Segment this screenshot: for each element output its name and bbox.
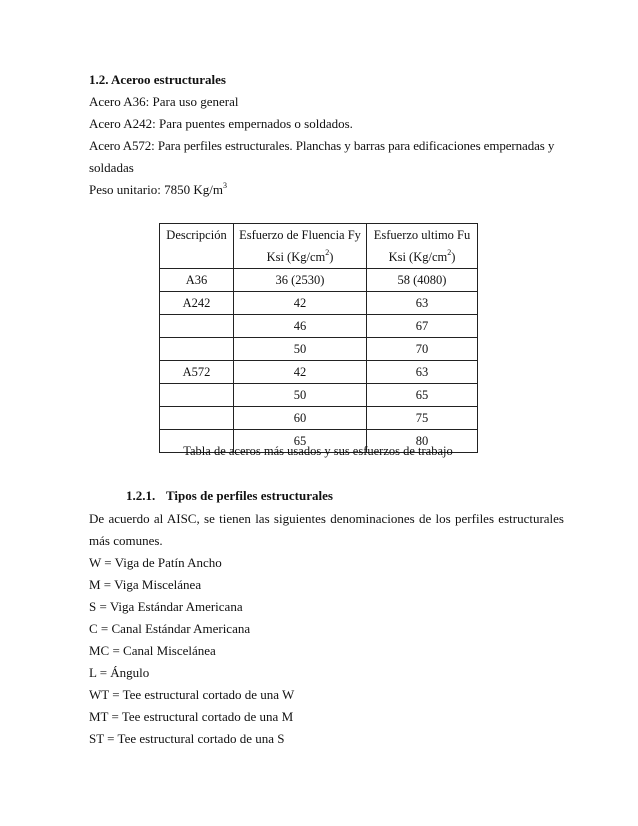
cell-fy: 46 bbox=[234, 315, 367, 338]
intro-text: más comunes. bbox=[89, 533, 163, 548]
list-item: W = Viga de Patín Ancho bbox=[89, 555, 222, 570]
table-header-row bbox=[160, 224, 478, 269]
table-row bbox=[160, 315, 478, 338]
header-yield-stress: Esfuerzo de Fluencia Fy Ksi $(Kg/cm^2)$ bbox=[234, 224, 367, 269]
profile-types bbox=[89, 508, 564, 750]
intro-text: De acuerdo al AISC, se tienen las siguientes denominaciones de los perfiles estructurales bbox=[89, 511, 564, 526]
cell-fu: 75 bbox=[367, 407, 478, 430]
section-line: Acero A242: Para puentes empernados o soldados. bbox=[89, 116, 353, 131]
list-item: C = Canal Estándar Americana bbox=[89, 621, 251, 636]
cell-fu: 63 bbox=[367, 361, 478, 384]
cell-fu: 65 bbox=[367, 384, 478, 407]
list-item: M = Viga Miscelánea bbox=[89, 577, 202, 592]
table-caption: Tabla de aceros más usados y sus esfuerzos de trabajo bbox=[183, 444, 453, 458]
cell-fu: 80 bbox=[367, 430, 478, 453]
list-item: ST = Tee estructural cortado de una S bbox=[89, 731, 285, 746]
table-row bbox=[160, 384, 478, 407]
cell-fu: 58 (4080) bbox=[367, 269, 478, 292]
list-item: S = Viga Estándar Americana bbox=[89, 599, 243, 614]
section-line: soldadas bbox=[89, 160, 134, 175]
list-item: MC = Canal Miscelánea bbox=[89, 643, 216, 658]
table-row bbox=[160, 407, 478, 430]
header-ultimate-stress: Esfuerzo ultimo Fu Ksi $(Kg/cm^2)$ bbox=[367, 224, 478, 269]
header-description: Descripción bbox=[160, 224, 234, 269]
cell-description bbox=[160, 407, 234, 430]
table-row bbox=[160, 338, 478, 361]
cell-fy: 42 bbox=[234, 361, 367, 384]
cell-description: A572 bbox=[160, 361, 234, 384]
cell-fy: 42 bbox=[234, 292, 367, 315]
cell-fy: 50 bbox=[234, 384, 367, 407]
list-item: MT = Tee estructural cortado de una M bbox=[89, 709, 294, 724]
subsection-heading bbox=[126, 488, 333, 504]
section-heading: 1.2. Aceroo estructurales bbox=[89, 72, 226, 87]
section-line: Acero A572: Para perfiles estructurales. Planchas y barras para edificaciones empernadas y bbox=[89, 138, 555, 153]
steel-section bbox=[89, 69, 564, 201]
cell-description: A36 bbox=[160, 269, 234, 292]
cell-fy: 50 bbox=[234, 338, 367, 361]
cell-description bbox=[160, 338, 234, 361]
cell-description bbox=[160, 315, 234, 338]
section-line: Acero A36: Para uso general bbox=[89, 94, 239, 109]
cell-fu: 70 bbox=[367, 338, 478, 361]
unit-weight: Peso unitario: 7850 $Kg/m^3$ bbox=[89, 181, 227, 197]
list-item: L = Ángulo bbox=[89, 665, 150, 680]
list-item: WT = Tee estructural cortado de una W bbox=[89, 687, 295, 702]
steel-table bbox=[159, 223, 478, 453]
table-row bbox=[160, 292, 478, 315]
subsection-number: 1.2.1. bbox=[126, 488, 156, 503]
table-row bbox=[160, 361, 478, 384]
cell-fy: 65 bbox=[234, 430, 367, 453]
subsection-title: Tipos de perfiles estructurales bbox=[166, 488, 333, 503]
cell-fy: 60 bbox=[234, 407, 367, 430]
cell-fu: 67 bbox=[367, 315, 478, 338]
cell-fu: 63 bbox=[367, 292, 478, 315]
table-row bbox=[160, 269, 478, 292]
cell-description: A242 bbox=[160, 292, 234, 315]
cell-fy: 36 (2530) bbox=[234, 269, 367, 292]
cell-description bbox=[160, 384, 234, 407]
